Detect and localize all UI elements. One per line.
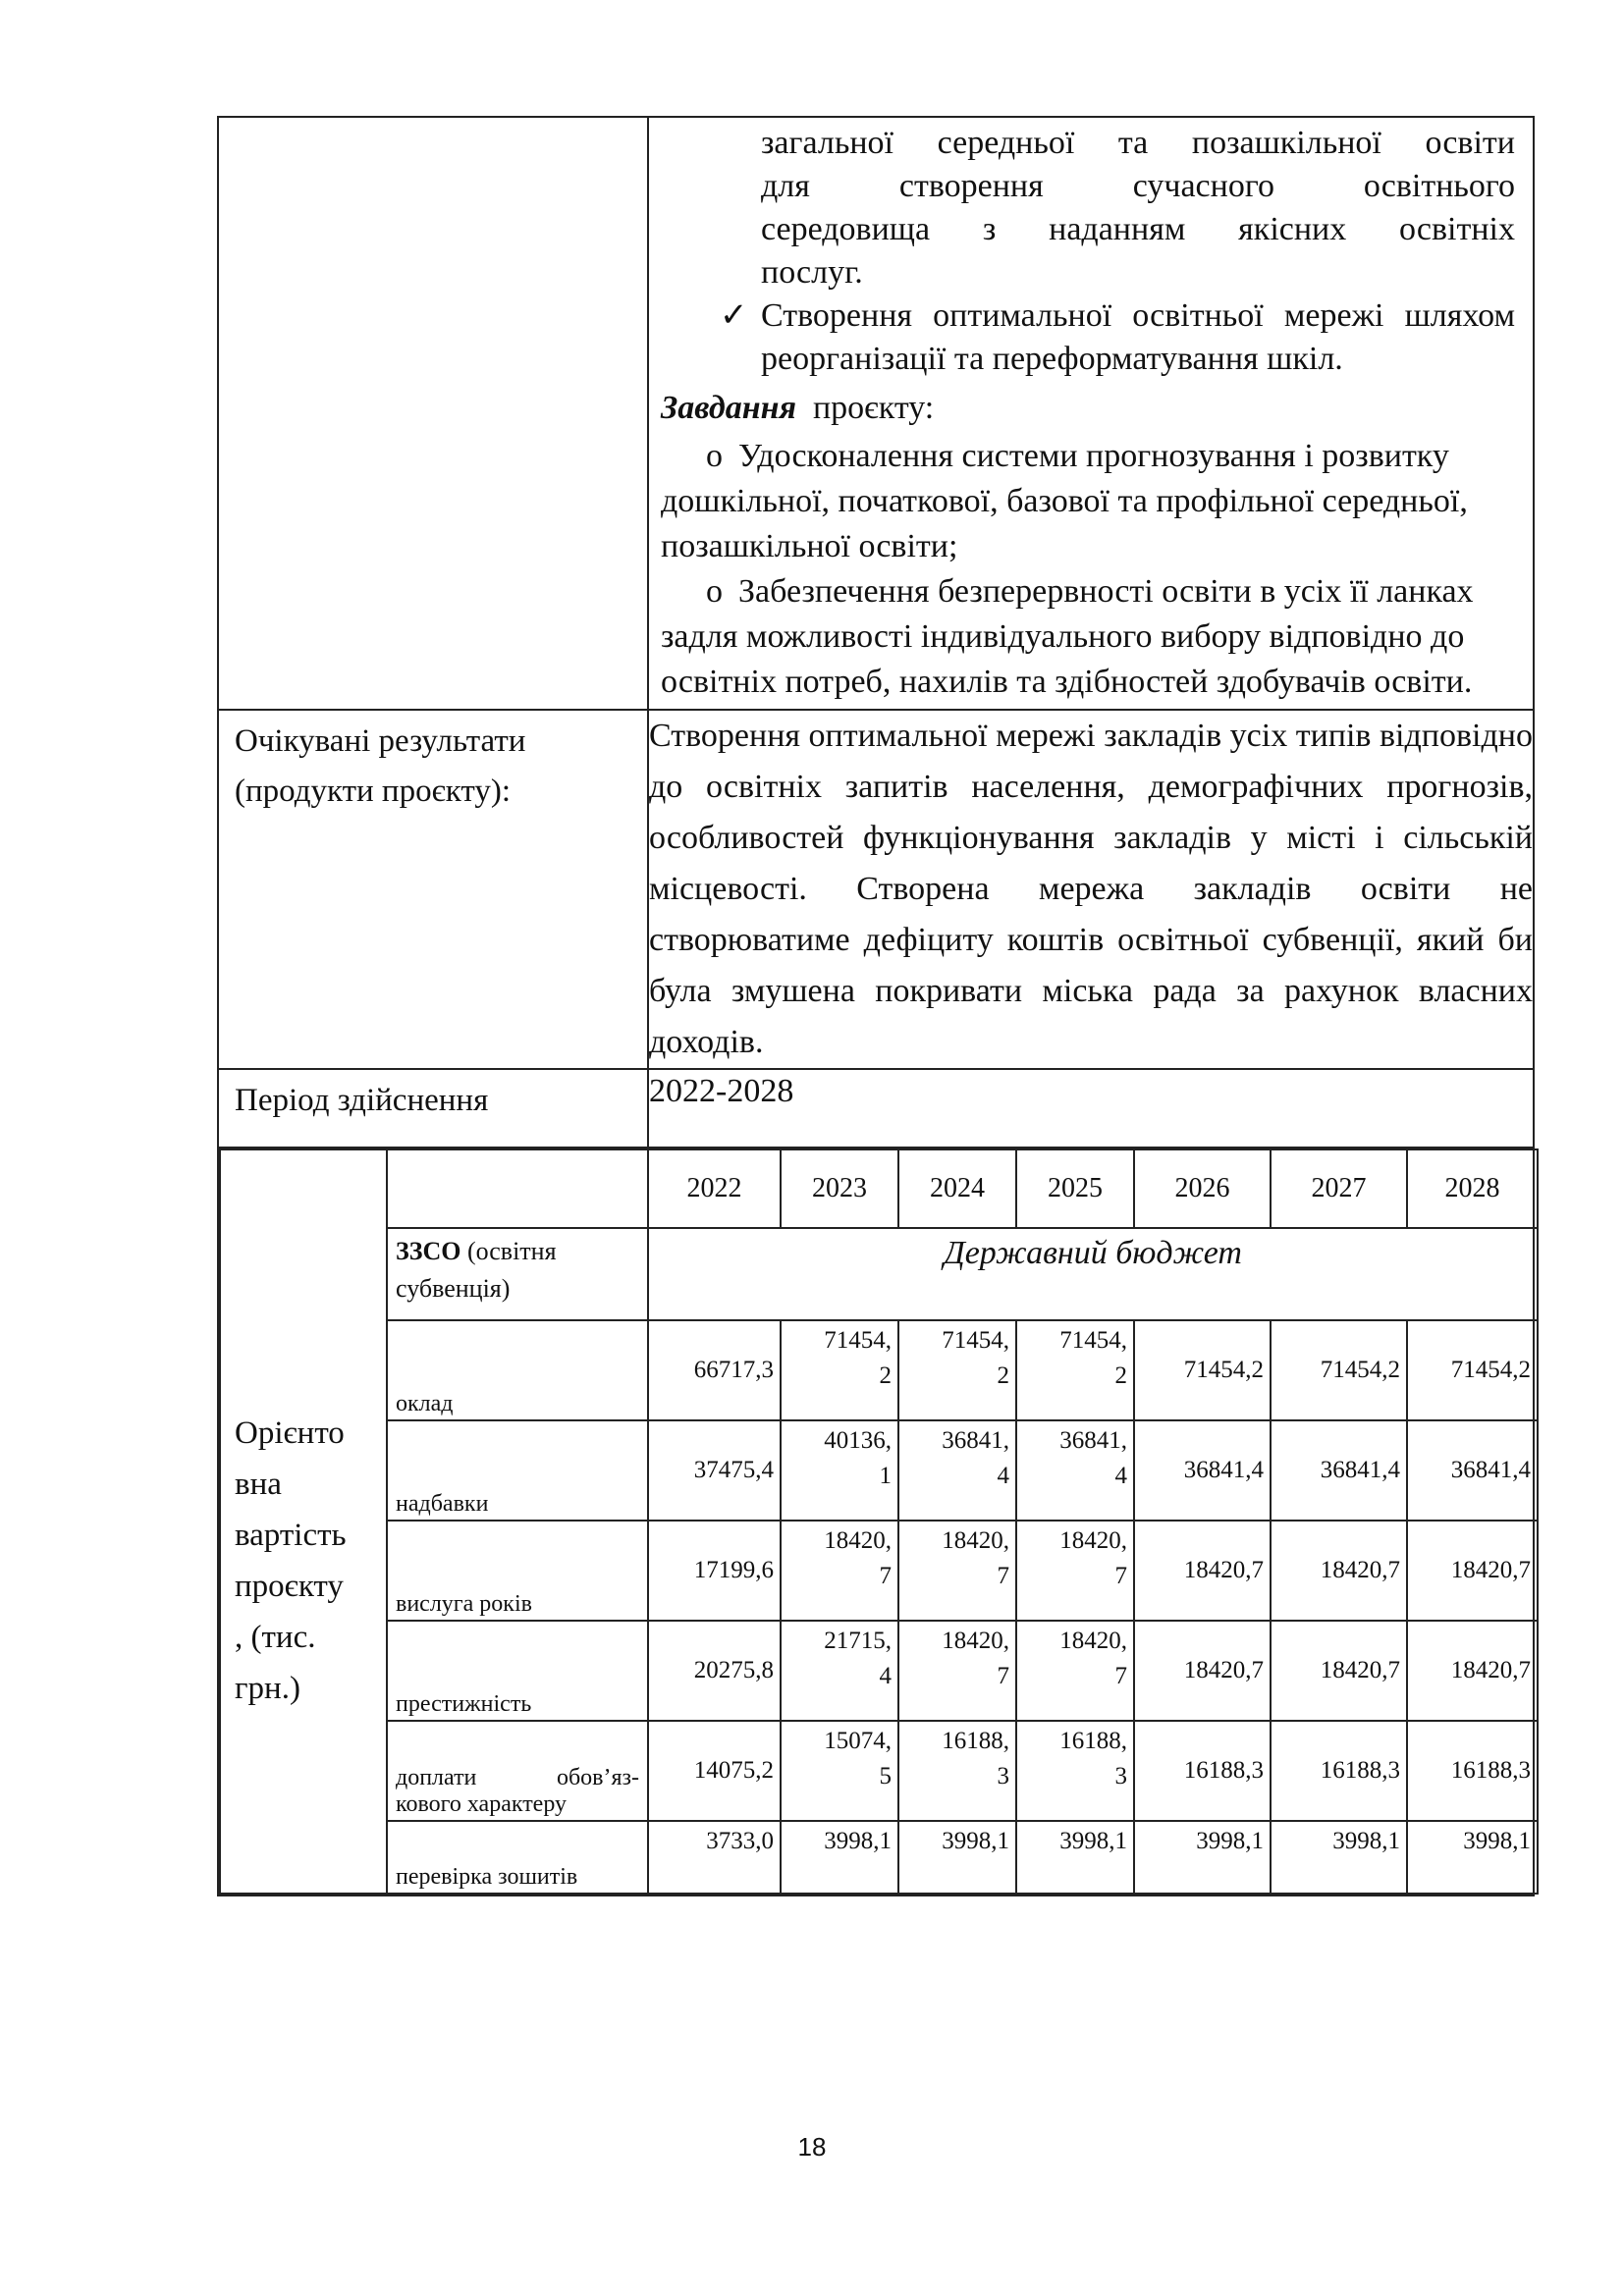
cost-value-part: 36841, — [1059, 1427, 1127, 1454]
cost-value-part: 16188, — [942, 1728, 1009, 1754]
cost-value-part: 3 — [997, 1763, 1009, 1789]
cost-value: 71454,2 — [1407, 1320, 1538, 1420]
checkmark-icon: ✓ — [720, 297, 748, 334]
year-header: 2028 — [1407, 1149, 1538, 1228]
goals-cell — [648, 117, 1534, 710]
cost-label-line: проєкту — [235, 1569, 344, 1604]
cost-item-name: перевірка зошитів — [387, 1821, 648, 1894]
results-row — [218, 710, 1534, 1069]
cost-value — [781, 1420, 898, 1521]
cost-data-row — [220, 1621, 1538, 1721]
cost-table — [219, 1148, 1539, 1895]
cost-value: 3998,1 — [781, 1821, 898, 1894]
bullet-icon: o — [706, 573, 723, 610]
cost-value: 36841,4 — [1407, 1420, 1538, 1521]
cost-value — [898, 1621, 1016, 1721]
cost-value: 66717,3 — [648, 1320, 781, 1420]
cost-value: 18420,7 — [1407, 1621, 1538, 1721]
year-header: 2024 — [898, 1149, 1016, 1228]
year-header: 2023 — [781, 1149, 898, 1228]
cost-value: 18420,7 — [1271, 1521, 1407, 1621]
task-text: Забезпечення безперервності освіти в усіх її ланках задля можливості індивідуального вибору відповідно до освітніх потреб, нахилів та здібностей здобувачів освіти. — [661, 573, 1474, 700]
tasks-heading — [649, 381, 1533, 434]
cost-value-part: 71454, — [942, 1327, 1009, 1354]
cost-item-name — [387, 1721, 648, 1821]
cost-value — [781, 1521, 898, 1621]
year-header: 2026 — [1134, 1149, 1271, 1228]
cost-data-row — [220, 1521, 1538, 1621]
period-label: Період здійснення — [218, 1069, 648, 1148]
check-list-item — [649, 294, 1533, 381]
cost-value — [1016, 1521, 1134, 1621]
cost-value: 17199,6 — [648, 1521, 781, 1621]
year-header: 2027 — [1271, 1149, 1407, 1228]
cost-item-name: оклад — [387, 1320, 648, 1420]
cost-value — [898, 1521, 1016, 1621]
cost-value — [781, 1621, 898, 1721]
cost-value: 20275,8 — [648, 1621, 781, 1721]
cost-value — [898, 1320, 1016, 1420]
cost-value: 16188,3 — [1134, 1721, 1271, 1821]
cost-value — [1016, 1320, 1134, 1420]
cost-label — [220, 1149, 387, 1894]
cost-data-row — [220, 1721, 1538, 1821]
period-value: 2022-2028 — [648, 1069, 1534, 1148]
cost-value: 3998,1 — [1271, 1821, 1407, 1894]
cost-value: 37475,4 — [648, 1420, 781, 1521]
cost-value-part: 15074, — [824, 1728, 892, 1754]
cost-value: 71454,2 — [1134, 1320, 1271, 1420]
cost-row — [218, 1148, 1534, 1896]
cost-value-part: 4 — [997, 1463, 1009, 1489]
goals-continuation-row — [218, 117, 1534, 710]
goal-continuation-line: загальної середньої та позашкільної освіти — [761, 125, 1515, 161]
goal-continuation-line: середовища з наданням якісних освітніх — [761, 211, 1515, 247]
funding-source-row — [220, 1228, 1538, 1320]
funding-category — [387, 1228, 648, 1320]
project-table — [217, 116, 1535, 1896]
cost-item-name-line: доплати обов’яз- — [396, 1765, 639, 1790]
tasks-heading-rest: проєкту: — [812, 390, 935, 426]
cost-value-part: 7 — [1114, 1563, 1127, 1589]
cost-value: 14075,2 — [648, 1721, 781, 1821]
cost-value: 18420,7 — [1134, 1621, 1271, 1721]
page-number: 18 — [797, 2132, 827, 2162]
cost-label-line: Орієнто — [235, 1415, 345, 1451]
empty-label-cell — [218, 117, 648, 710]
task-item — [649, 569, 1533, 705]
cost-value: 36841,4 — [1271, 1420, 1407, 1521]
cost-label-line: вна — [235, 1467, 282, 1502]
cost-value-part: 2 — [997, 1362, 1009, 1389]
cost-data-row — [220, 1821, 1538, 1894]
cost-value: 3998,1 — [1134, 1821, 1271, 1894]
cost-value — [1016, 1621, 1134, 1721]
cost-cell — [218, 1148, 1534, 1896]
cost-value-part: 7 — [879, 1563, 892, 1589]
cost-data-row — [220, 1420, 1538, 1521]
cost-item-name-line: кового характеру — [396, 1791, 568, 1817]
period-row — [218, 1069, 1534, 1148]
cost-value-part: 5 — [879, 1763, 892, 1789]
cost-value-part: 18420, — [1059, 1527, 1127, 1554]
cost-value-part: 2 — [879, 1362, 892, 1389]
results-text: Створення оптимальної мережі закладів усіх типів відповідно до освітніх запитів населення, демографічних прогнозів, особливостей функціонування закладів у місті і сільській місцевості. Створена мережа закладів освіти не створюватиме дефіциту коштів освітньої субвенції, який би була змушена покривати міська рада за рахунок власних доходів. — [648, 710, 1534, 1069]
cost-value-part: 7 — [1114, 1663, 1127, 1689]
cost-value: 3998,1 — [898, 1821, 1016, 1894]
cost-value-part: 3 — [1114, 1763, 1127, 1789]
cost-item-name: вислуга років — [387, 1521, 648, 1621]
cost-value-part: 18420, — [942, 1527, 1009, 1554]
cost-value: 16188,3 — [1271, 1721, 1407, 1821]
cost-value-part: 4 — [1114, 1463, 1127, 1489]
cost-value — [781, 1721, 898, 1821]
cost-value: 71454,2 — [1271, 1320, 1407, 1420]
cost-value-part: 16188, — [1059, 1728, 1127, 1754]
budget-source: Державний бюджет — [648, 1228, 1538, 1320]
cost-value-part: 1 — [879, 1463, 892, 1489]
results-label: Очікувані результати (продукти проєкту): — [218, 710, 648, 1069]
cost-value-part: 4 — [879, 1663, 892, 1689]
cost-value — [898, 1721, 1016, 1821]
cost-value-part: 21715, — [824, 1628, 892, 1654]
cost-value: 36841,4 — [1134, 1420, 1271, 1521]
goal-continuation-line: для створення сучасного освітнього — [761, 168, 1515, 204]
year-header: 2025 — [1016, 1149, 1134, 1228]
empty-header-cell — [387, 1149, 648, 1228]
cost-value: 18420,7 — [1271, 1621, 1407, 1721]
task-text: Удосконалення системи прогнозування і розвитку дошкільної, початкової, базової та профільної середньої, позашкільної освіти; — [661, 438, 1468, 564]
goal-continuation-line: послуг. — [761, 254, 863, 291]
cost-label-line: грн.) — [235, 1671, 300, 1706]
cost-value-part: 71454, — [824, 1327, 892, 1354]
goal-continuation — [649, 118, 1533, 294]
cost-value-part: 18420, — [1059, 1628, 1127, 1654]
cost-label-line: вартість — [235, 1518, 347, 1553]
cost-value-part: 2 — [1114, 1362, 1127, 1389]
cost-value: 3733,0 — [648, 1821, 781, 1894]
cost-item-name: престижність — [387, 1621, 648, 1721]
cost-label-line: , (тис. — [235, 1620, 316, 1655]
cost-value: 3998,1 — [1016, 1821, 1134, 1894]
years-row — [220, 1149, 1538, 1228]
tasks-heading-emphasis: Завдання — [661, 390, 796, 426]
cost-value-part: 18420, — [824, 1527, 892, 1554]
cost-value — [898, 1420, 1016, 1521]
cost-value — [1016, 1420, 1134, 1521]
cost-value: 18420,7 — [1134, 1521, 1271, 1621]
cost-value: 16188,3 — [1407, 1721, 1538, 1821]
cost-value — [1016, 1721, 1134, 1821]
funding-category-rest: (освітня субвенція) — [396, 1237, 557, 1303]
year-header: 2022 — [648, 1149, 781, 1228]
check-item-text: Створення оптимальної освітньої мережі шляхом реорганізації та переформатування шкіл. — [761, 297, 1515, 377]
task-item — [649, 434, 1533, 569]
cost-value — [781, 1320, 898, 1420]
cost-value-part: 71454, — [1059, 1327, 1127, 1354]
cost-value: 18420,7 — [1407, 1521, 1538, 1621]
cost-data-row — [220, 1320, 1538, 1420]
cost-value-part: 7 — [997, 1563, 1009, 1589]
cost-value-part: 36841, — [942, 1427, 1009, 1454]
funding-category-bold: ЗЗСО — [396, 1237, 461, 1265]
cost-value-part: 40136, — [824, 1427, 892, 1454]
document-page — [217, 116, 1533, 1896]
bullet-icon: o — [706, 438, 723, 474]
tasks-list — [649, 434, 1533, 709]
cost-value: 3998,1 — [1407, 1821, 1538, 1894]
cost-item-name: надбавки — [387, 1420, 648, 1521]
cost-value-part: 18420, — [942, 1628, 1009, 1654]
cost-value-part: 7 — [997, 1663, 1009, 1689]
